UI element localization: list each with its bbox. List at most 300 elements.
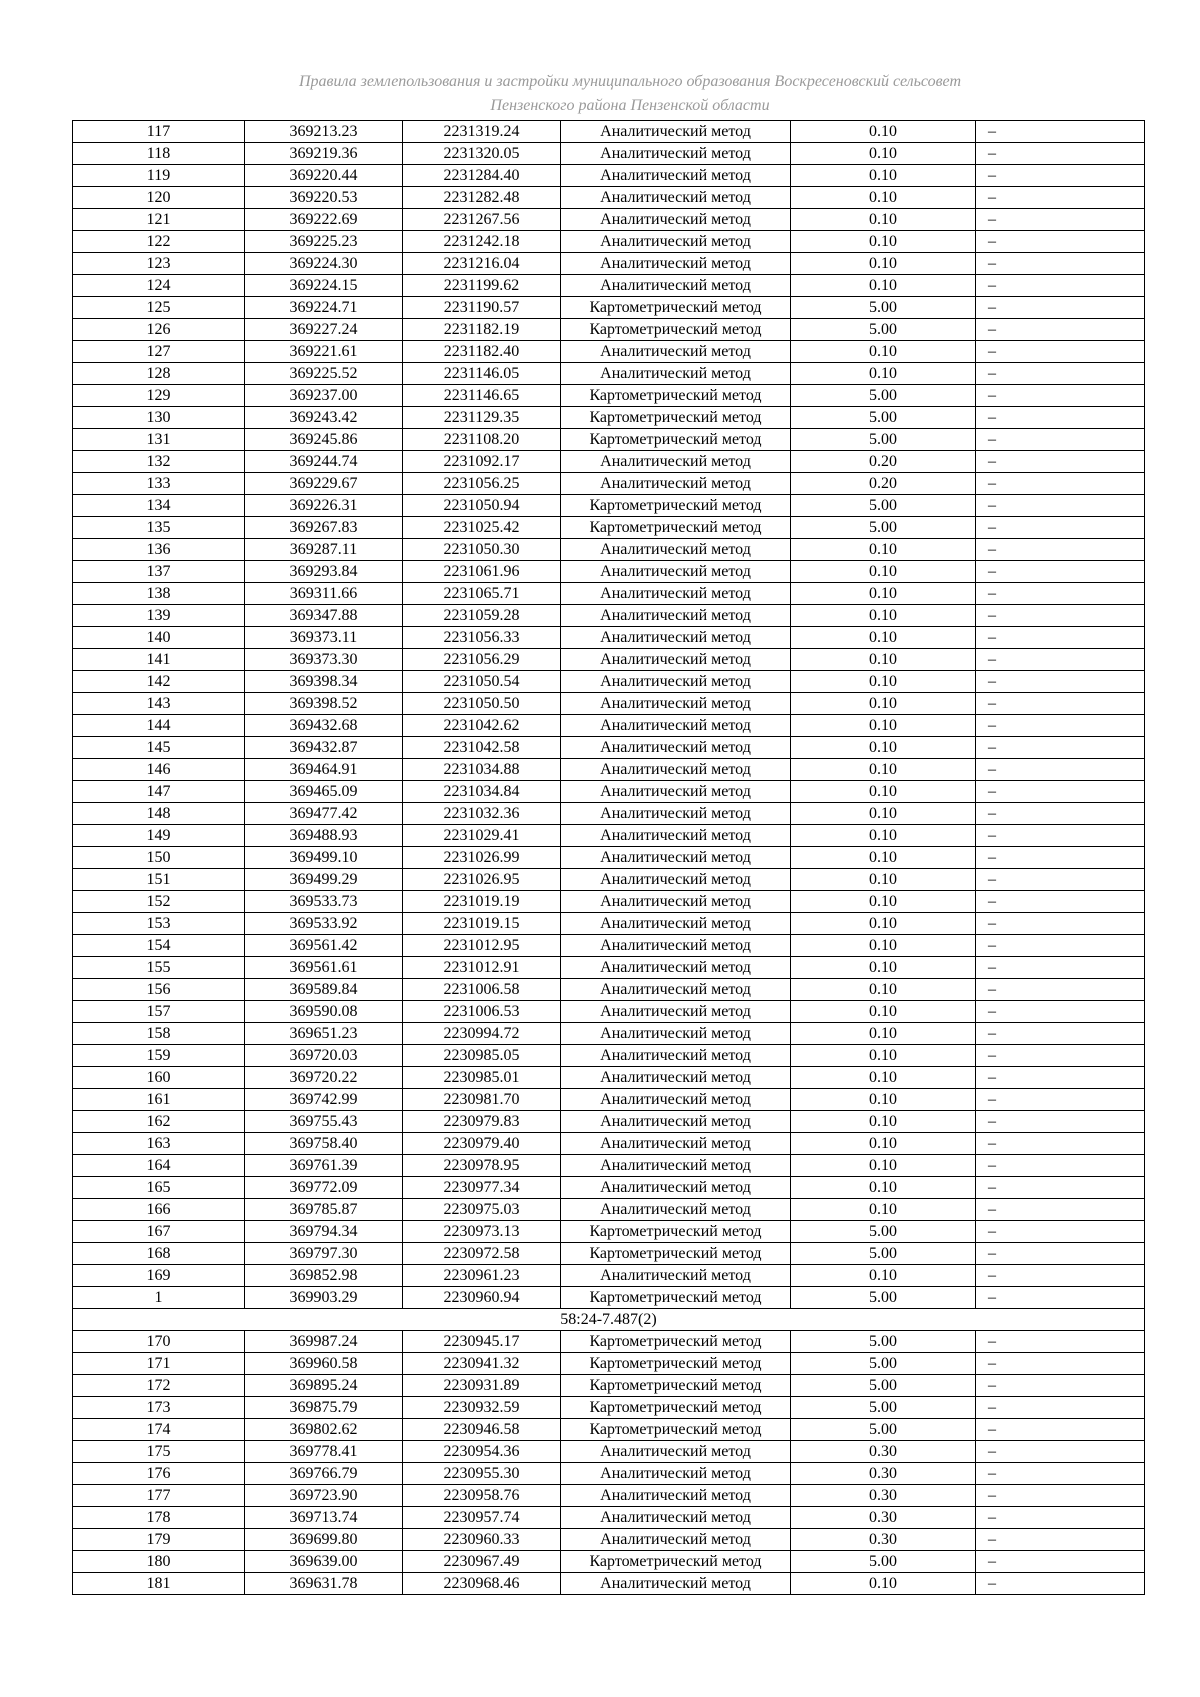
note-cell: – <box>976 429 1145 451</box>
y-coordinate-cell: 2231034.84 <box>403 781 561 803</box>
table-row <box>73 913 1145 935</box>
table-row <box>73 891 1145 913</box>
note-cell: – <box>976 1353 1145 1375</box>
method-cell: Аналитический метод <box>561 605 791 627</box>
point-number-cell: 165 <box>73 1177 245 1199</box>
accuracy-cell: 0.10 <box>791 803 976 825</box>
x-coordinate-cell: 369720.22 <box>245 1067 403 1089</box>
method-cell: Аналитический метод <box>561 957 791 979</box>
y-coordinate-cell: 2231267.56 <box>403 209 561 231</box>
table-row <box>73 561 1145 583</box>
accuracy-cell: 0.10 <box>791 539 976 561</box>
accuracy-cell: 0.10 <box>791 1045 976 1067</box>
point-number-cell: 145 <box>73 737 245 759</box>
table-row <box>73 253 1145 275</box>
method-cell: Аналитический метод <box>561 1265 791 1287</box>
x-coordinate-cell: 369432.68 <box>245 715 403 737</box>
method-cell: Картометрический метод <box>561 319 791 341</box>
y-coordinate-cell: 2231032.36 <box>403 803 561 825</box>
y-coordinate-cell: 2230960.33 <box>403 1529 561 1551</box>
note-cell: – <box>976 451 1145 473</box>
coordinates-table-body <box>73 121 1145 1595</box>
accuracy-cell: 5.00 <box>791 1353 976 1375</box>
accuracy-cell: 5.00 <box>791 1375 976 1397</box>
note-cell: – <box>976 1375 1145 1397</box>
note-cell: – <box>976 407 1145 429</box>
point-number-cell: 135 <box>73 517 245 539</box>
accuracy-cell: 0.10 <box>791 1067 976 1089</box>
accuracy-cell: 5.00 <box>791 1221 976 1243</box>
table-row <box>73 737 1145 759</box>
note-cell: – <box>976 1067 1145 1089</box>
y-coordinate-cell: 2231059.28 <box>403 605 561 627</box>
x-coordinate-cell: 369287.11 <box>245 539 403 561</box>
method-cell: Картометрический метод <box>561 1331 791 1353</box>
table-row <box>73 1045 1145 1067</box>
y-coordinate-cell: 2230961.23 <box>403 1265 561 1287</box>
method-cell: Аналитический метод <box>561 1155 791 1177</box>
note-cell: – <box>976 517 1145 539</box>
note-cell: – <box>976 1419 1145 1441</box>
point-number-cell: 130 <box>73 407 245 429</box>
point-number-cell: 119 <box>73 165 245 187</box>
table-row <box>73 121 1145 143</box>
accuracy-cell: 0.10 <box>791 1265 976 1287</box>
accuracy-cell: 0.10 <box>791 363 976 385</box>
y-coordinate-cell: 2230945.17 <box>403 1331 561 1353</box>
y-coordinate-cell: 2231129.35 <box>403 407 561 429</box>
note-cell: – <box>976 649 1145 671</box>
x-coordinate-cell: 369244.74 <box>245 451 403 473</box>
note-cell: – <box>976 121 1145 143</box>
table-row <box>73 1573 1145 1595</box>
x-coordinate-cell: 369311.66 <box>245 583 403 605</box>
x-coordinate-cell: 369561.61 <box>245 957 403 979</box>
point-number-cell: 141 <box>73 649 245 671</box>
method-cell: Аналитический метод <box>561 627 791 649</box>
note-cell: – <box>976 1551 1145 1573</box>
x-coordinate-cell: 369903.29 <box>245 1287 403 1309</box>
x-coordinate-cell: 369794.34 <box>245 1221 403 1243</box>
x-coordinate-cell: 369590.08 <box>245 1001 403 1023</box>
x-coordinate-cell: 369758.40 <box>245 1133 403 1155</box>
accuracy-cell: 0.10 <box>791 253 976 275</box>
method-cell: Аналитический метод <box>561 1177 791 1199</box>
point-number-cell: 163 <box>73 1133 245 1155</box>
accuracy-cell: 0.10 <box>791 737 976 759</box>
note-cell: – <box>976 341 1145 363</box>
y-coordinate-cell: 2230979.40 <box>403 1133 561 1155</box>
point-number-cell: 139 <box>73 605 245 627</box>
x-coordinate-cell: 369229.67 <box>245 473 403 495</box>
y-coordinate-cell: 2231056.33 <box>403 627 561 649</box>
method-cell: Аналитический метод <box>561 165 791 187</box>
table-row <box>73 275 1145 297</box>
method-cell: Аналитический метод <box>561 847 791 869</box>
y-coordinate-cell: 2231320.05 <box>403 143 561 165</box>
accuracy-cell: 0.30 <box>791 1507 976 1529</box>
header-line-1: Правила землепользования и застройки муниципального образования Воскресеновский сельсовет <box>299 73 961 90</box>
y-coordinate-cell: 2231050.30 <box>403 539 561 561</box>
point-number-cell: 117 <box>73 121 245 143</box>
method-cell: Аналитический метод <box>561 781 791 803</box>
accuracy-cell: 5.00 <box>791 429 976 451</box>
note-cell: – <box>976 1463 1145 1485</box>
point-number-cell: 137 <box>73 561 245 583</box>
x-coordinate-cell: 369293.84 <box>245 561 403 583</box>
table-row <box>73 363 1145 385</box>
x-coordinate-cell: 369373.11 <box>245 627 403 649</box>
table-row <box>73 957 1145 979</box>
method-cell: Аналитический метод <box>561 979 791 1001</box>
accuracy-cell: 5.00 <box>791 1287 976 1309</box>
method-cell: Картометрический метод <box>561 1353 791 1375</box>
point-number-cell: 171 <box>73 1353 245 1375</box>
method-cell: Аналитический метод <box>561 1045 791 1067</box>
note-cell: – <box>976 363 1145 385</box>
accuracy-cell: 5.00 <box>791 385 976 407</box>
method-cell: Аналитический метод <box>561 231 791 253</box>
y-coordinate-cell: 2230978.95 <box>403 1155 561 1177</box>
point-number-cell: 147 <box>73 781 245 803</box>
x-coordinate-cell: 369225.23 <box>245 231 403 253</box>
accuracy-cell: 0.30 <box>791 1485 976 1507</box>
point-number-cell: 127 <box>73 341 245 363</box>
accuracy-cell: 0.10 <box>791 847 976 869</box>
point-number-cell: 126 <box>73 319 245 341</box>
x-coordinate-cell: 369875.79 <box>245 1397 403 1419</box>
accuracy-cell: 0.20 <box>791 473 976 495</box>
y-coordinate-cell: 2231050.94 <box>403 495 561 517</box>
point-number-cell: 167 <box>73 1221 245 1243</box>
method-cell: Картометрический метод <box>561 297 791 319</box>
accuracy-cell: 5.00 <box>791 517 976 539</box>
point-number-cell: 142 <box>73 671 245 693</box>
method-cell: Аналитический метод <box>561 803 791 825</box>
method-cell: Картометрический метод <box>561 1551 791 1573</box>
x-coordinate-cell: 369755.43 <box>245 1111 403 1133</box>
accuracy-cell: 0.10 <box>791 715 976 737</box>
accuracy-cell: 0.10 <box>791 913 976 935</box>
accuracy-cell: 0.10 <box>791 891 976 913</box>
method-cell: Аналитический метод <box>561 1441 791 1463</box>
note-cell: – <box>976 1133 1145 1155</box>
note-cell: – <box>976 1331 1145 1353</box>
y-coordinate-cell: 2231319.24 <box>403 121 561 143</box>
table-row <box>73 473 1145 495</box>
note-cell: – <box>976 803 1145 825</box>
note-cell: – <box>976 385 1145 407</box>
point-number-cell: 122 <box>73 231 245 253</box>
table-row <box>73 495 1145 517</box>
accuracy-cell: 0.10 <box>791 1023 976 1045</box>
x-coordinate-cell: 369631.78 <box>245 1573 403 1595</box>
accuracy-cell: 5.00 <box>791 1551 976 1573</box>
point-number-cell: 180 <box>73 1551 245 1573</box>
table-row <box>73 605 1145 627</box>
x-coordinate-cell: 369488.93 <box>245 825 403 847</box>
table-row <box>73 297 1145 319</box>
point-number-cell: 181 <box>73 1573 245 1595</box>
point-number-cell: 136 <box>73 539 245 561</box>
table-row <box>73 1507 1145 1529</box>
table-row <box>73 803 1145 825</box>
y-coordinate-cell: 2230932.59 <box>403 1397 561 1419</box>
method-cell: Аналитический метод <box>561 759 791 781</box>
table-row <box>73 1419 1145 1441</box>
method-cell: Аналитический метод <box>561 1573 791 1595</box>
point-number-cell: 166 <box>73 1199 245 1221</box>
x-coordinate-cell: 369267.83 <box>245 517 403 539</box>
method-cell: Аналитический метод <box>561 1529 791 1551</box>
table-row <box>73 539 1145 561</box>
table-row <box>73 209 1145 231</box>
method-cell: Аналитический метод <box>561 451 791 473</box>
y-coordinate-cell: 2231242.18 <box>403 231 561 253</box>
point-number-cell: 146 <box>73 759 245 781</box>
y-coordinate-cell: 2231026.99 <box>403 847 561 869</box>
method-cell: Аналитический метод <box>561 1133 791 1155</box>
x-coordinate-cell: 369895.24 <box>245 1375 403 1397</box>
accuracy-cell: 0.10 <box>791 143 976 165</box>
note-cell: – <box>976 825 1145 847</box>
table-row <box>73 583 1145 605</box>
note-cell: – <box>976 957 1145 979</box>
y-coordinate-cell: 2231012.91 <box>403 957 561 979</box>
x-coordinate-cell: 369499.29 <box>245 869 403 891</box>
x-coordinate-cell: 369639.00 <box>245 1551 403 1573</box>
accuracy-cell: 0.10 <box>791 165 976 187</box>
table-row <box>73 1551 1145 1573</box>
x-coordinate-cell: 369766.79 <box>245 1463 403 1485</box>
y-coordinate-cell: 2231050.50 <box>403 693 561 715</box>
table-row <box>73 319 1145 341</box>
y-coordinate-cell: 2231182.40 <box>403 341 561 363</box>
y-coordinate-cell: 2231012.95 <box>403 935 561 957</box>
point-number-cell: 133 <box>73 473 245 495</box>
method-cell: Аналитический метод <box>561 737 791 759</box>
x-coordinate-cell: 369699.80 <box>245 1529 403 1551</box>
y-coordinate-cell: 2231092.17 <box>403 451 561 473</box>
note-cell: – <box>976 1177 1145 1199</box>
note-cell: – <box>976 1265 1145 1287</box>
accuracy-cell: 0.10 <box>791 1089 976 1111</box>
method-cell: Картометрический метод <box>561 1221 791 1243</box>
point-number-cell: 1 <box>73 1287 245 1309</box>
note-cell: – <box>976 935 1145 957</box>
table-row <box>73 781 1145 803</box>
x-coordinate-cell: 369720.03 <box>245 1045 403 1067</box>
point-number-cell: 149 <box>73 825 245 847</box>
table-row <box>73 341 1145 363</box>
note-cell: – <box>976 605 1145 627</box>
note-cell: – <box>976 979 1145 1001</box>
method-cell: Картометрический метод <box>561 385 791 407</box>
accuracy-cell: 0.10 <box>791 121 976 143</box>
method-cell: Картометрический метод <box>561 407 791 429</box>
point-number-cell: 172 <box>73 1375 245 1397</box>
y-coordinate-cell: 2230960.94 <box>403 1287 561 1309</box>
accuracy-cell: 0.10 <box>791 187 976 209</box>
method-cell: Аналитический метод <box>561 649 791 671</box>
note-cell: – <box>976 693 1145 715</box>
point-number-cell: 131 <box>73 429 245 451</box>
method-cell: Аналитический метод <box>561 671 791 693</box>
y-coordinate-cell: 2230955.30 <box>403 1463 561 1485</box>
table-row <box>73 1221 1145 1243</box>
table-row <box>73 1375 1145 1397</box>
y-coordinate-cell: 2231019.19 <box>403 891 561 913</box>
x-coordinate-cell: 369499.10 <box>245 847 403 869</box>
table-row <box>73 451 1145 473</box>
table-row <box>73 429 1145 451</box>
note-cell: – <box>976 869 1145 891</box>
point-number-cell: 144 <box>73 715 245 737</box>
x-coordinate-cell: 369761.39 <box>245 1155 403 1177</box>
method-cell: Аналитический метод <box>561 473 791 495</box>
note-cell: – <box>976 143 1145 165</box>
x-coordinate-cell: 369243.42 <box>245 407 403 429</box>
section-row <box>73 1309 1145 1331</box>
point-number-cell: 178 <box>73 1507 245 1529</box>
method-cell: Аналитический метод <box>561 253 791 275</box>
table-row <box>73 649 1145 671</box>
x-coordinate-cell: 369778.41 <box>245 1441 403 1463</box>
x-coordinate-cell: 369960.58 <box>245 1353 403 1375</box>
y-coordinate-cell: 2231216.04 <box>403 253 561 275</box>
page-header <box>90 70 1170 118</box>
y-coordinate-cell: 2230946.58 <box>403 1419 561 1441</box>
accuracy-cell: 0.10 <box>791 693 976 715</box>
y-coordinate-cell: 2230968.46 <box>403 1573 561 1595</box>
point-number-cell: 176 <box>73 1463 245 1485</box>
accuracy-cell: 5.00 <box>791 297 976 319</box>
note-cell: – <box>976 627 1145 649</box>
method-cell: Аналитический метод <box>561 693 791 715</box>
y-coordinate-cell: 2230981.70 <box>403 1089 561 1111</box>
accuracy-cell: 0.10 <box>791 209 976 231</box>
accuracy-cell: 0.10 <box>791 341 976 363</box>
x-coordinate-cell: 369373.30 <box>245 649 403 671</box>
x-coordinate-cell: 369742.99 <box>245 1089 403 1111</box>
y-coordinate-cell: 2231042.62 <box>403 715 561 737</box>
accuracy-cell: 0.10 <box>791 671 976 693</box>
table-row <box>73 627 1145 649</box>
note-cell: – <box>976 1243 1145 1265</box>
note-cell: – <box>976 495 1145 517</box>
note-cell: – <box>976 1397 1145 1419</box>
note-cell: – <box>976 561 1145 583</box>
accuracy-cell: 0.10 <box>791 1001 976 1023</box>
table-row <box>73 847 1145 869</box>
point-number-cell: 150 <box>73 847 245 869</box>
note-cell: – <box>976 231 1145 253</box>
x-coordinate-cell: 369224.71 <box>245 297 403 319</box>
x-coordinate-cell: 369245.86 <box>245 429 403 451</box>
point-number-cell: 118 <box>73 143 245 165</box>
note-cell: – <box>976 913 1145 935</box>
section-label-cell: 58:24-7.487(2) <box>73 1309 1145 1331</box>
method-cell: Аналитический метод <box>561 891 791 913</box>
note-cell: – <box>976 275 1145 297</box>
method-cell: Аналитический метод <box>561 1001 791 1023</box>
x-coordinate-cell: 369651.23 <box>245 1023 403 1045</box>
note-cell: – <box>976 209 1145 231</box>
accuracy-cell: 0.10 <box>791 1155 976 1177</box>
x-coordinate-cell: 369561.42 <box>245 935 403 957</box>
accuracy-cell: 0.30 <box>791 1463 976 1485</box>
point-number-cell: 169 <box>73 1265 245 1287</box>
y-coordinate-cell: 2231026.95 <box>403 869 561 891</box>
accuracy-cell: 0.10 <box>791 935 976 957</box>
point-number-cell: 120 <box>73 187 245 209</box>
point-number-cell: 155 <box>73 957 245 979</box>
y-coordinate-cell: 2231006.58 <box>403 979 561 1001</box>
table-row <box>73 1529 1145 1551</box>
point-number-cell: 121 <box>73 209 245 231</box>
y-coordinate-cell: 2230967.49 <box>403 1551 561 1573</box>
point-number-cell: 132 <box>73 451 245 473</box>
point-number-cell: 151 <box>73 869 245 891</box>
x-coordinate-cell: 369213.23 <box>245 121 403 143</box>
method-cell: Аналитический метод <box>561 1199 791 1221</box>
method-cell: Аналитический метод <box>561 869 791 891</box>
accuracy-cell: 0.20 <box>791 451 976 473</box>
y-coordinate-cell: 2231182.19 <box>403 319 561 341</box>
point-number-cell: 168 <box>73 1243 245 1265</box>
accuracy-cell: 0.10 <box>791 957 976 979</box>
y-coordinate-cell: 2231284.40 <box>403 165 561 187</box>
method-cell: Аналитический метод <box>561 187 791 209</box>
table-row <box>73 1089 1145 1111</box>
accuracy-cell: 5.00 <box>791 495 976 517</box>
y-coordinate-cell: 2231050.54 <box>403 671 561 693</box>
method-cell: Аналитический метод <box>561 825 791 847</box>
x-coordinate-cell: 369225.52 <box>245 363 403 385</box>
accuracy-cell: 0.10 <box>791 869 976 891</box>
x-coordinate-cell: 369533.92 <box>245 913 403 935</box>
table-row <box>73 407 1145 429</box>
point-number-cell: 179 <box>73 1529 245 1551</box>
point-number-cell: 154 <box>73 935 245 957</box>
x-coordinate-cell: 369772.09 <box>245 1177 403 1199</box>
point-number-cell: 156 <box>73 979 245 1001</box>
note-cell: – <box>976 583 1145 605</box>
header-line-2: Пензенского района Пензенской области <box>490 97 770 114</box>
y-coordinate-cell: 2230957.74 <box>403 1507 561 1529</box>
note-cell: – <box>976 1023 1145 1045</box>
method-cell: Аналитический метод <box>561 121 791 143</box>
table-row <box>73 1397 1145 1419</box>
note-cell: – <box>976 1485 1145 1507</box>
table-row <box>73 1023 1145 1045</box>
accuracy-cell: 0.10 <box>791 561 976 583</box>
accuracy-cell: 0.10 <box>791 231 976 253</box>
x-coordinate-cell: 369237.00 <box>245 385 403 407</box>
y-coordinate-cell: 2230958.76 <box>403 1485 561 1507</box>
y-coordinate-cell: 2230979.83 <box>403 1111 561 1133</box>
x-coordinate-cell: 369226.31 <box>245 495 403 517</box>
point-number-cell: 158 <box>73 1023 245 1045</box>
y-coordinate-cell: 2230972.58 <box>403 1243 561 1265</box>
x-coordinate-cell: 369398.34 <box>245 671 403 693</box>
point-number-cell: 173 <box>73 1397 245 1419</box>
note-cell: – <box>976 891 1145 913</box>
y-coordinate-cell: 2230994.72 <box>403 1023 561 1045</box>
note-cell: – <box>976 165 1145 187</box>
y-coordinate-cell: 2230931.89 <box>403 1375 561 1397</box>
accuracy-cell: 0.10 <box>791 825 976 847</box>
